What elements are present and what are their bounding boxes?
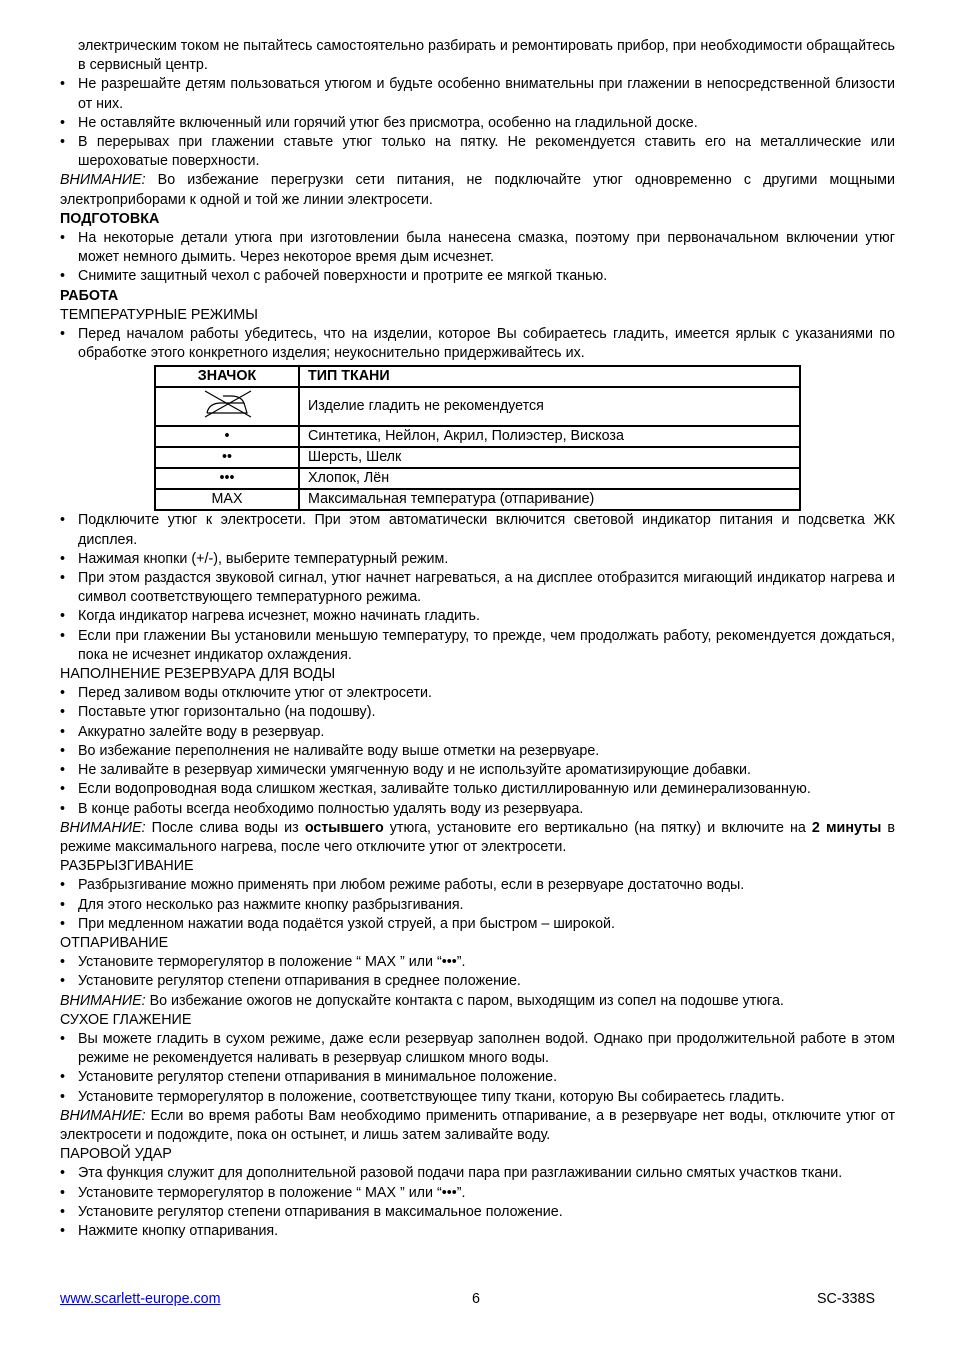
list-item: • Установите регулятор степени отпаривания в максимальное положение.	[60, 1203, 563, 1220]
fabric-table	[154, 365, 801, 511]
list-item: • Когда индикатор нагрева исчезнет, можно начинать гладить.	[60, 608, 480, 625]
section-heading-preparation: ПОДГОТОВКА	[60, 210, 160, 227]
list-item: • Поставьте утюг горизонтально (на подошву).	[60, 704, 376, 721]
fabric-cell: Синтетика, Нейлон, Акрил, Полиэстер, Вискоза	[299, 426, 800, 447]
warning-note: ВНИМАНИЕ: После слива воды из остывшего утюга, установите его вертикально (на пятку) и включите на 2 минуты в режиме максимального нагрева, после чего отключите утюг от электросети.	[60, 819, 895, 855]
list-item: • В перерывах при глажении ставьте утюг только на пятку. Не рекомендуется ставить его на металлические или шероховатые поверхности.	[60, 134, 895, 170]
symbol-cell: •	[155, 426, 299, 447]
symbol-cell: MAX	[155, 489, 299, 510]
list-item: • В конце работы всегда необходимо полностью удалять воду из резервуара.	[60, 800, 584, 817]
list-item: • Если водопроводная вода слишком жесткая, заливайте только дистиллированную или деминерализованную.	[60, 781, 811, 798]
subheading-steam-burst: ПАРОВОЙ УДАР	[60, 1146, 172, 1163]
symbol-cell	[155, 387, 299, 426]
page-content	[60, 37, 895, 1241]
crossed-iron-icon	[195, 388, 259, 420]
list-item: • Во избежание переполнения не наливайте воду выше отметки на резервуаре.	[60, 742, 600, 759]
list-item: • Если при глажении Вы установили меньшую температуру, то прежде, чем продолжать работу, рекомендуется дождаться, пока не исчезнет индикатор охлаждения.	[60, 627, 895, 663]
safety-list	[60, 75, 895, 171]
table-row	[155, 387, 800, 426]
list-item: • Установите терморегулятор в положение “ MAX ” или “•••”.	[60, 1184, 466, 1201]
column-header-symbol: ЗНАЧОК	[155, 366, 299, 387]
table-row	[155, 447, 800, 468]
section-heading-work: РАБОТА	[60, 287, 119, 304]
list-item: • Разбрызгивание можно применять при любом режиме работы, если в резервуаре достаточно воды.	[60, 877, 745, 894]
list-item: • Для этого несколько раз нажмите кнопку разбрызгивания.	[60, 896, 464, 913]
warning-note: ВНИМАНИЕ: Во избежание перегрузки сети питания, не подключайте утюг одновременно с другими мощными электроприборами к одной и той же линии электросети.	[60, 172, 895, 208]
subheading-steam: ОТПАРИВАНИЕ	[60, 934, 169, 951]
list-item: • Установите регулятор степени отпаривания в минимальное положение.	[60, 1069, 558, 1086]
list-item: • На некоторые детали утюга при изготовлении была нанесена смазка, поэтому при первоначальном включении утюг может немного дымить. Через некоторое время дым исчезнет.	[60, 230, 895, 266]
list-item: • Не заливайте в резервуар химически умягченную воду и не используйте ароматизирующие добавки.	[60, 762, 751, 779]
symbol-cell: ••	[155, 447, 299, 468]
list-item: • Не оставляйте включенный или горячий утюг без присмотра, особенно на гладильной доске.	[60, 114, 698, 131]
list-item: • При этом раздастся звуковой сигнал, утюг начнет нагреваться, а на дисплее отобразится мигающий индикатор нагрева и символ соответствующего температурного режима.	[60, 570, 895, 606]
list-item: • Установите регулятор степени отпаривания в среднее положение.	[60, 973, 521, 990]
list-item: • Перед заливом воды отключите утюг от электросети.	[60, 685, 432, 702]
list-item: • Перед началом работы убедитесь, что на изделии, которое Вы собираетесь гладить, имеется ярлык с указаниями по обработке этого конкретного изделия; неукоснительно придерживайтесь их.	[60, 326, 895, 362]
table-header-row	[155, 366, 800, 387]
list-item: • Вы можете гладить в сухом режиме, даже если резервуар заполнен водой. Однако при продолжительной работе в этом режиме не рекомендуется наливать в резервуар слишком много воды.	[60, 1030, 895, 1067]
list-item: • Эта функция служит для дополнительной разовой подачи пара при разглаживании сильно смятых участков ткани.	[60, 1165, 843, 1182]
fabric-cell: Максимальная температура (отпаривание)	[299, 489, 800, 510]
subheading-temperature: ТЕМПЕРАТУРНЫЕ РЕЖИМЫ	[60, 306, 258, 323]
list-item: • Аккуратно залейте воду в резервуар.	[60, 723, 325, 740]
fabric-cell: Изделие гладить не рекомендуется	[299, 387, 800, 426]
list-item: • Подключите утюг к электросети. При этом автоматически включится световой индикатор питания и подсветка ЖК дисплея.	[60, 512, 895, 548]
fabric-cell: Хлопок, Лён	[299, 468, 800, 489]
symbol-cell: •••	[155, 468, 299, 489]
intro-continuation: электрическим током не пытайтесь самостоятельно разбирать и ремонтировать прибор, при необходимости обращайтесь в сервисный центр.	[78, 38, 895, 74]
list-item: • Снимите защитный чехол с рабочей поверхности и протрите ее мягкой тканью.	[60, 268, 608, 285]
table-row	[155, 489, 800, 510]
table-row	[155, 426, 800, 447]
list-item: • Нажимая кнопки (+/-), выберите температурный режим.	[60, 550, 449, 567]
table-row	[155, 468, 800, 489]
subheading-spray: РАЗБРЫЗГИВАНИЕ	[60, 858, 194, 875]
list-item: • Установите терморегулятор в положение, соответствующее типу ткани, которую Вы собираетесь гладить.	[60, 1088, 785, 1105]
model-number: SC-338S	[816, 1291, 875, 1307]
list-item: • При медленном нажатии вода подаётся узкой струей, а при быстром – широкой.	[60, 915, 616, 932]
fabric-cell: Шерсть, Шелк	[299, 447, 800, 468]
warning-note: ВНИМАНИЕ: Во избежание ожогов не допускайте контакта с паром, выходящим из сопел на подошве утюга.	[60, 992, 784, 1009]
list-item: • Не разрешайте детям пользоваться утюгом и будьте особенно внимательны при глажении в непосредственной близости от них.	[60, 76, 895, 112]
warning-note: ВНИМАНИЕ: Если во время работы Вам необходимо применить отпаривание, а в резервуаре нет воды, отключите утюг от электросети и подождите, пока он остынет, и лишь затем заливайте воду.	[60, 1107, 895, 1143]
subheading-dry: СУХОЕ ГЛАЖЕНИЕ	[60, 1011, 192, 1028]
list-item: • Установите терморегулятор в положение “ MAX ” или “•••”.	[60, 954, 466, 971]
website-link[interactable]: www.scarlett-europe.com	[60, 1291, 221, 1307]
page-number: 6	[472, 1291, 480, 1307]
column-header-fabric: ТИП ТКАНИ	[299, 366, 800, 387]
list-item: • Нажмите кнопку отпаривания.	[60, 1222, 279, 1239]
subheading-fill: НАПОЛНЕНИЕ РЕЗЕРВУАРА ДЛЯ ВОДЫ	[60, 666, 336, 683]
